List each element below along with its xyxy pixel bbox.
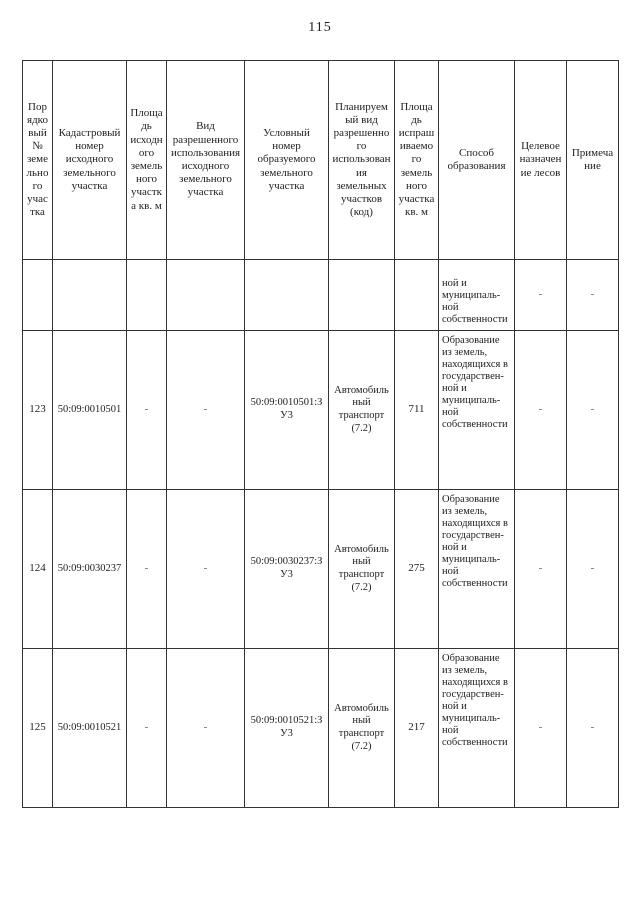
cadastral-number-cell: 50:09:0030237 — [53, 490, 127, 649]
header-requested-area: Площадь испрашиваемого земельного участка кв. м — [395, 61, 439, 260]
conditional-number-cell: 50:09:0010521:ЗУ3 — [245, 649, 329, 808]
note-cell: - — [567, 649, 619, 808]
formation-method-cell: Образование из земель, находящихся в государствен-ной и муниципаль-ной собственности — [439, 649, 515, 808]
table-cell — [53, 260, 127, 331]
cadastral-number-cell: 50:09:0010521 — [53, 649, 127, 808]
header-conditional-number: Условный номер образуемого земельного участка — [245, 61, 329, 260]
source-area-cell: - — [127, 490, 167, 649]
planned-use-cell: Автомобильный транспорт (7.2) — [329, 649, 395, 808]
formation-method-cell: Образование из земель, находящихся в государствен-ной и муниципаль-ной собственности — [439, 490, 515, 649]
note-cell: - — [567, 490, 619, 649]
requested-area-cell: 711 — [395, 331, 439, 490]
table-cell — [167, 260, 245, 331]
planned-use-cell: Автомобильный транспорт (7.2) — [329, 490, 395, 649]
source-area-cell: - — [127, 649, 167, 808]
forest-purpose-cell: - — [515, 490, 567, 649]
header-forest-purpose: Целевое назначение лесов — [515, 61, 567, 260]
source-use-cell: - — [167, 649, 245, 808]
table-cell — [245, 260, 329, 331]
note-cell: - — [567, 260, 619, 331]
source-use-cell: - — [167, 331, 245, 490]
plot-number-cell: 123 — [23, 331, 53, 490]
header-source-cadastral-number: Кадастровый номер исходного земельного участка — [53, 61, 127, 260]
land-plots-table — [22, 60, 619, 808]
conditional-number-cell: 50:09:0030237:ЗУ3 — [245, 490, 329, 649]
table-header — [23, 61, 619, 260]
continuation-row — [23, 260, 619, 331]
header-note: Примечание — [567, 61, 619, 260]
header-row — [23, 61, 619, 260]
forest-purpose-cell: - — [515, 649, 567, 808]
table-cell — [127, 260, 167, 331]
table-cell — [329, 260, 395, 331]
cadastral-number-cell: 50:09:0010501 — [53, 331, 127, 490]
header-plot-number: Порядковый № земельного участка — [23, 61, 53, 260]
page-number: 115 — [308, 20, 332, 35]
header-source-permitted-use: Вид разрешенного использования исходного земельного участка — [167, 61, 245, 260]
plot-number-cell: 124 — [23, 490, 53, 649]
formation-method-cell: Образование из земель, находящихся в государствен-ной и муниципаль-ной собственности — [439, 331, 515, 490]
land-plots-table-container — [22, 60, 618, 808]
table-row — [23, 490, 619, 649]
planned-use-cell: Автомобильный транспорт (7.2) — [329, 331, 395, 490]
table-body — [23, 260, 619, 808]
header-planned-use: Планируемый вид разрешенного использования земельных участков (код) — [329, 61, 395, 260]
source-use-cell: - — [167, 490, 245, 649]
forest-purpose-cell: - — [515, 331, 567, 490]
source-area-cell: - — [127, 331, 167, 490]
requested-area-cell: 217 — [395, 649, 439, 808]
header-formation-method: Способ образования — [439, 61, 515, 260]
requested-area-cell: 275 — [395, 490, 439, 649]
plot-number-cell: 125 — [23, 649, 53, 808]
table-row — [23, 331, 619, 490]
formation-method-cell: ной и муниципаль-ной собственности — [439, 260, 515, 331]
table-cell — [395, 260, 439, 331]
conditional-number-cell: 50:09:0010501:ЗУ3 — [245, 331, 329, 490]
forest-purpose-cell: - — [515, 260, 567, 331]
note-cell: - — [567, 331, 619, 490]
header-source-area: Площадь исходного земельного участка кв. м — [127, 61, 167, 260]
table-row — [23, 649, 619, 808]
table-cell — [23, 260, 53, 331]
